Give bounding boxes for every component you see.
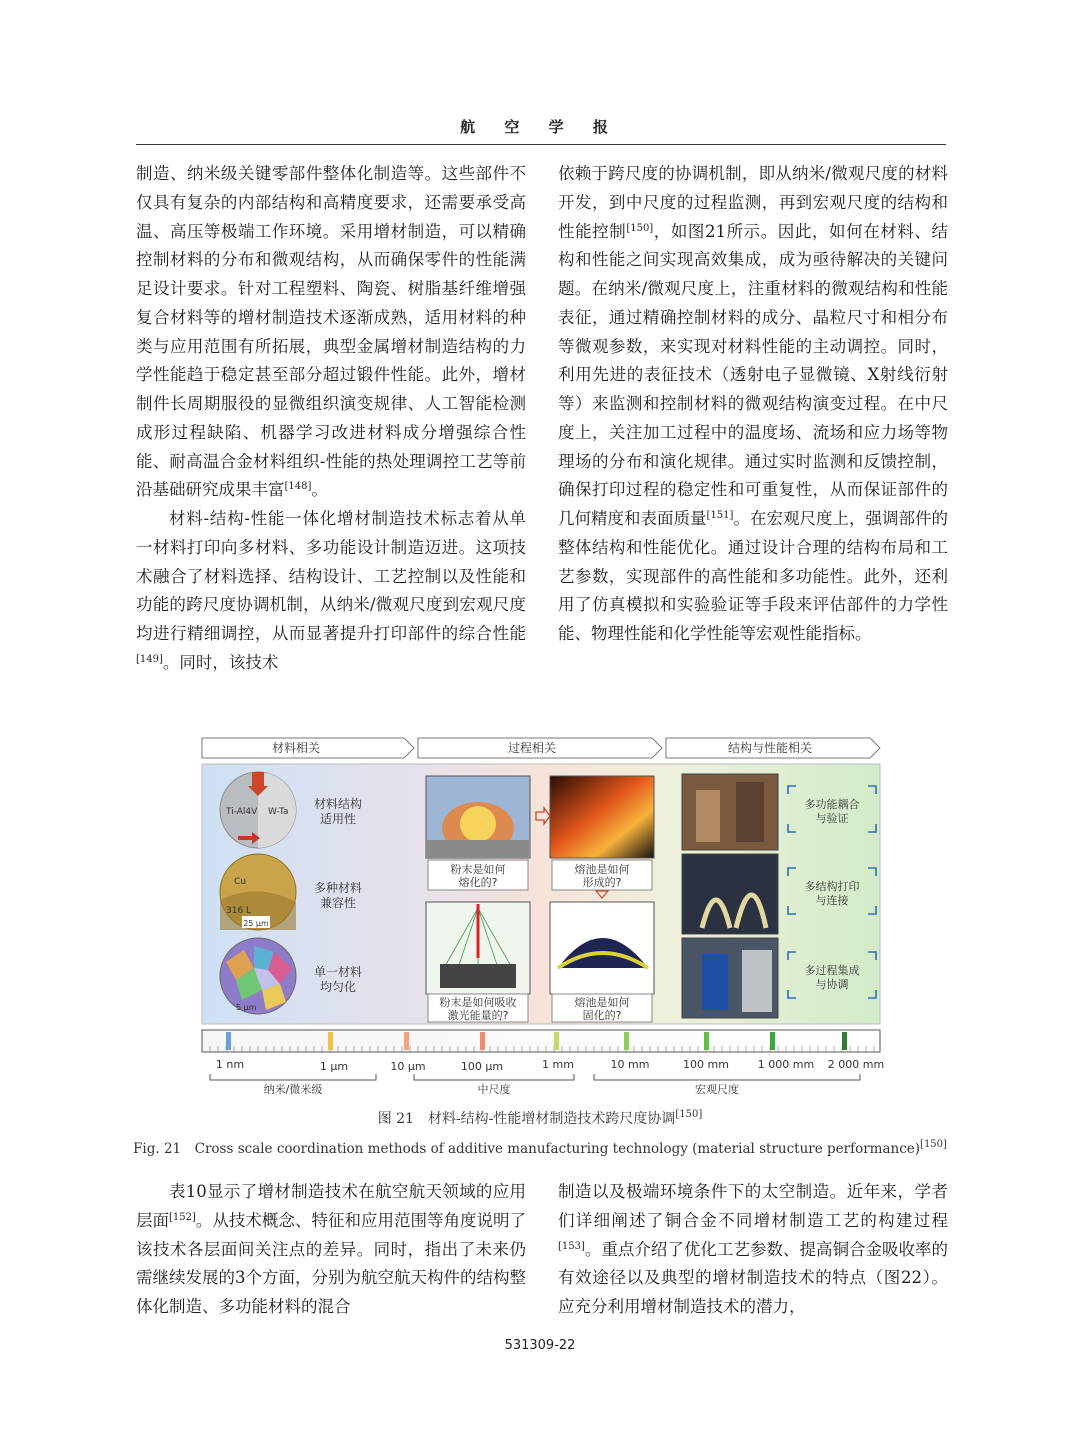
material-label: 兼容性 bbox=[319, 896, 357, 910]
label-cu: Cu bbox=[234, 877, 246, 887]
process-label: 粉末是如何吸收 bbox=[439, 996, 517, 1009]
photo-detail bbox=[736, 782, 764, 842]
material-label: 多种材料 bbox=[313, 881, 363, 895]
paragraph bbox=[136, 505, 526, 678]
citation: [150] bbox=[675, 1109, 703, 1120]
process-label: 形成的? bbox=[582, 876, 622, 889]
scale-tick-label: 1 μm bbox=[319, 1060, 349, 1073]
scale-color-mark bbox=[226, 1032, 231, 1050]
paragraph bbox=[558, 1178, 948, 1322]
nozzle-icon bbox=[252, 772, 264, 786]
scale-group-brackets bbox=[210, 1074, 860, 1080]
label-316l: 316 L bbox=[226, 906, 252, 916]
process-label: 粉末是如何 bbox=[450, 863, 506, 876]
paragraph-text: 。 bbox=[311, 480, 328, 500]
figure-21 bbox=[196, 732, 886, 1102]
structure-label: 多结构打印 bbox=[804, 880, 860, 893]
citation: [148] bbox=[284, 481, 312, 493]
scale-color-mark bbox=[404, 1032, 409, 1050]
scale-color-mark bbox=[704, 1032, 709, 1050]
substrate bbox=[426, 840, 530, 858]
scale-color-mark bbox=[770, 1032, 775, 1050]
material-label: 材料结构 bbox=[313, 797, 363, 811]
scale-color-mark bbox=[554, 1032, 559, 1050]
paragraph-text: 。从技术概念、特征和应用范围等角度说明了该技术各层面间关注点的差异。同时，指出了未来仍需继续发展的3个方面，分别为航空航天构件的结构整体化制造、多功能材料的混合 bbox=[136, 1210, 527, 1316]
caption-text: Fig. 21 Cross scale coordination methods of additive manufacturing technology (material structure performance) bbox=[133, 1141, 921, 1157]
scale-tick-label: 2 000 mm bbox=[827, 1058, 885, 1071]
citation: [150] bbox=[920, 1139, 947, 1150]
structure-label: 与验证 bbox=[815, 812, 849, 825]
citation: [153] bbox=[558, 1240, 585, 1252]
paragraph bbox=[136, 1178, 526, 1322]
citation: [150] bbox=[626, 222, 654, 234]
paragraph-text: ，如图21所示。因此，如何在材料、结构和性能之间实现高效集成，成为亟待解决的关键问题。在纳米/微观尺度上，注重材料的微观结构和性能表征，通过精确控制材料的成分、晶粒尺寸和相分布等微观参数，来实现对材料性能的主动调控。同时，利用先进的表征技术（透射电子显微镜、X射线衍射等）来监测和控制材料的微观结构演变过程。在中尺度上，关注加工过程中的温度场、流场和应力场等物理场的分布和演化规律。通过实时监测和反馈控制，确保打印过程的稳定性和可重复性，从而保证部件的几何精度和表面质量 bbox=[558, 221, 949, 528]
scale-group-label: 中尺度 bbox=[477, 1083, 511, 1096]
section-label: 材料相关 bbox=[271, 741, 321, 755]
figure-caption-en bbox=[0, 1137, 1080, 1157]
paragraph-text: 依赖于跨尺度的协调机制，即从纳米/微观尺度的材料开发，到中尺度的过程监测，再到宏观尺度的结构和性能控制 bbox=[558, 164, 948, 241]
left-column-top bbox=[136, 160, 526, 678]
paragraph-text: 材料-结构-性能一体化增材制造技术标志着从单一材料打印向多材料、多功能设计制造迈进。这项技术融合了材料选择、结构设计、工艺控制以及性能和功能的跨尺度协调机制，从纳米/微观尺度到宏观尺度均进行精细调控，从而显著提升打印部件的综合性能 bbox=[136, 509, 526, 643]
section-label: 过程相关 bbox=[507, 741, 557, 755]
figure-caption-cn bbox=[0, 1108, 1080, 1128]
figure-21-diagram bbox=[196, 732, 886, 1102]
scale-group-label: 纳米/微米级 bbox=[263, 1083, 323, 1096]
right-column-bottom bbox=[558, 1178, 948, 1322]
process-image bbox=[550, 776, 654, 858]
material-label: 单一材料 bbox=[313, 965, 363, 979]
melt-core bbox=[460, 806, 496, 842]
process-label: 熔化的? bbox=[458, 876, 498, 889]
section-headers bbox=[202, 738, 880, 758]
citation: [152] bbox=[169, 1211, 196, 1223]
paragraph-text: 制造以及极端环境条件下的太空制造。近年来，学者们详细阐述了铜合金不同增材制造工艺的构建过程 bbox=[558, 1182, 948, 1230]
material-label: 均匀化 bbox=[319, 980, 357, 994]
process-label: 熔池是如何 bbox=[574, 996, 630, 1009]
scale-tick-label: 10 mm bbox=[610, 1058, 650, 1071]
label-ti: Ti-Al4V bbox=[226, 807, 258, 817]
process-label: 激光能量的? bbox=[447, 1009, 509, 1022]
right-column-top bbox=[558, 160, 948, 649]
page-number: 531309-22 bbox=[504, 1338, 576, 1353]
machine bbox=[742, 950, 772, 1012]
scale-tick-label: 1 nm bbox=[215, 1058, 245, 1071]
label-ta: W-Ta bbox=[268, 807, 289, 817]
scale-tick-label: 1 mm bbox=[542, 1058, 574, 1071]
paragraph bbox=[136, 160, 526, 505]
structure-label: 多过程集成 bbox=[804, 964, 860, 977]
paragraph-text: 。同时，该技术 bbox=[162, 652, 279, 672]
scale-bar bbox=[202, 1030, 884, 1096]
scale-tick-label: 10 μm bbox=[390, 1060, 426, 1073]
header-rule bbox=[136, 144, 946, 145]
scale-tick-label: 100 mm bbox=[683, 1058, 729, 1071]
scale-color-mark bbox=[480, 1032, 485, 1050]
paragraph-text: 制造、纳米级关键零部件整体化制造等。这些部件不仅具有复杂的内部结构和高精度要求，还需要承受高温、高压等极端工作环境。采用增材制造，可以精确控制材料的分布和微观结构，从而确保零件的性能满足设计要求。针对工程塑料、陶瓷、树脂基纤维增强复合材料等的增材制造技术逐渐成熟，适用材料的种类与应用范围有所拓展，典型金属增材制造结构的力学性能趋于稳定甚至部分超过锻件性能。此外，增材制件长周期服役的显微组织演变规律、人工智能检测成形过程缺陷、机器学习改进材料成分增强综合性能、耐高温合金材料组织-性能的热处理调控工艺等前沿基础研究成果丰富 bbox=[136, 164, 526, 500]
scale-color-mark bbox=[328, 1032, 333, 1050]
scale-color-mark bbox=[624, 1032, 629, 1050]
paragraph-text: 表10显示了增材制造技术在航空航天领域的应用层面 bbox=[136, 1182, 526, 1230]
left-column-bottom bbox=[136, 1178, 526, 1322]
photo-detail bbox=[696, 790, 720, 842]
process-label: 固化的? bbox=[582, 1009, 622, 1022]
material-label: 适用性 bbox=[319, 812, 357, 826]
scale-tick-label: 100 μm bbox=[460, 1060, 504, 1073]
paragraph-text: 。重点介绍了优化工艺参数、提高铜合金吸收率的有效途径以及典型的增材制造技术的特点（图22）。应充分利用增材制造技术的潜力， bbox=[558, 1239, 948, 1316]
powder-bed bbox=[440, 964, 516, 988]
paragraph-text: 。在宏观尺度上，强调部件的整体结构和性能优化。通过设计合理的结构布局和工艺参数，实现部件的高性能和多功能性。此外，还利用了仿真模拟和实验验证等手段来评估部件的力学性能、物理性能和化学性能等宏观性能指标。 bbox=[558, 509, 949, 643]
caption-text: 图 21 材料-结构-性能增材制造技术跨尺度协调 bbox=[377, 1111, 676, 1127]
citation: [149] bbox=[136, 653, 163, 665]
paragraph bbox=[558, 160, 948, 649]
structure-label: 多功能耦合 bbox=[804, 798, 860, 811]
citation: [151] bbox=[706, 510, 734, 521]
structure-label: 与连接 bbox=[815, 894, 849, 907]
journal-header: 航 空 学 报 bbox=[460, 118, 620, 136]
scalebar-label: 25 μm bbox=[243, 919, 269, 928]
scale-color-mark bbox=[842, 1032, 847, 1050]
process-label: 熔池是如何 bbox=[574, 863, 630, 876]
section-label: 结构与性能相关 bbox=[727, 741, 813, 755]
material-column bbox=[220, 772, 362, 1014]
robot-arm bbox=[702, 954, 728, 1010]
structure-label: 与协调 bbox=[815, 978, 849, 991]
scale-group-label: 宏观尺度 bbox=[695, 1083, 739, 1096]
scalebar-label: 5 μm bbox=[236, 1003, 257, 1012]
scale-tick-label: 1 000 mm bbox=[757, 1058, 815, 1071]
